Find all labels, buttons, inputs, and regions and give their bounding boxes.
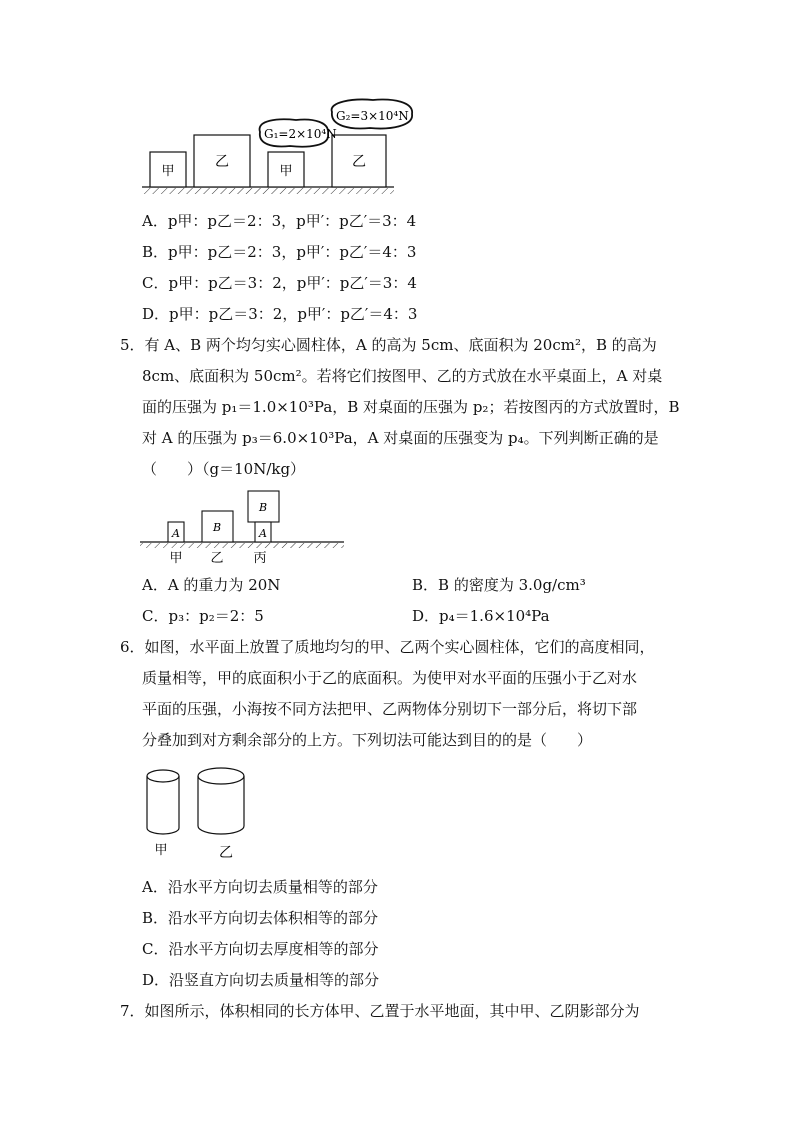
- q4-figure: [138, 98, 418, 198]
- cylinder-a-jia-label: A: [172, 527, 180, 540]
- q6-option-a: A．沿水平方向切去质量相等的部分: [142, 878, 378, 896]
- q5-line-3: 面的压强为 p₁＝1.0×10³Pa，B 对桌面的压强为 p₂；若按图丙的方式放置时，B: [142, 398, 680, 416]
- q4-option-c: C．p甲：p乙＝3：2，p甲′：p乙′＝3：4: [142, 274, 417, 292]
- q5-option-a: A．A 的重力为 20N: [142, 576, 281, 594]
- block-yi-right-label: 乙: [352, 154, 366, 170]
- q4-option-d: D．p甲：p乙＝3：2，p甲′：p乙′＝4：3: [142, 305, 418, 323]
- block-jia-left-label: 甲: [161, 164, 175, 179]
- q6-line-4: 分叠加到对方剩余部分的上方。下列切法可能达到目的的是（ ）: [142, 731, 593, 749]
- cylinder-yi-top: [198, 768, 244, 784]
- q4-diagram: [138, 98, 418, 198]
- q5-option-c: C．p₃：p₂＝2：5: [142, 607, 264, 625]
- q5-option-b: B．B 的密度为 3.0g/cm³: [412, 576, 586, 594]
- q6-diagram: [140, 762, 260, 862]
- cylinder-a-bing-label: A: [259, 527, 267, 540]
- g2-label: G₂=3×10⁴N: [336, 109, 409, 123]
- g1-label: G₁=2×10⁴N: [264, 127, 337, 141]
- q5-line-5: （ ）（g＝10N/kg）: [142, 460, 306, 478]
- cylinder-b-bing-label: B: [258, 501, 268, 514]
- q5-caption-jia: 甲: [169, 551, 183, 566]
- q4-option-b: B．p甲：p乙＝2：3，p甲′：p乙′＝4：3: [142, 243, 417, 261]
- q5-caption-yi: 乙: [210, 551, 224, 566]
- cylinder-b-yi-label: B: [212, 521, 222, 534]
- q6-option-b: B．沿水平方向切去体积相等的部分: [142, 909, 379, 927]
- cylinder-jia-body: [147, 776, 179, 834]
- q5-line-4: 对 A 的压强为 p₃＝6.0×10³Pa，A 对桌面的压强变为 p₄。下列判断正确的是: [142, 429, 659, 447]
- q4-option-a: A．p甲：p乙＝2：3，p甲′：p乙′＝3：4: [142, 212, 417, 230]
- block-yi-left-label: 乙: [215, 154, 229, 170]
- ground-hatch: [142, 188, 394, 194]
- q6-figure: [140, 762, 260, 862]
- block-jia-right-label: 甲: [279, 164, 293, 179]
- q6-line-1: 6．如图，水平面上放置了质地均匀的甲、乙两个实心圆柱体，它们的高度相同，: [120, 638, 655, 656]
- cylinder-yi-body: [198, 776, 244, 834]
- q6-line-3: 平面的压强，小海按不同方法把甲、乙两物体分别切下一部分后，将切下部: [142, 700, 638, 718]
- q5-ground-hatch: [140, 543, 344, 548]
- q6-option-c: C．沿水平方向切去厚度相等的部分: [142, 940, 379, 958]
- q5-diagram: [138, 488, 348, 568]
- cylinder-jia-top: [147, 770, 179, 782]
- q6-option-d: D．沿竖直方向切去质量相等的部分: [142, 971, 380, 989]
- q6-caption-jia: 甲: [154, 843, 168, 858]
- q7-line-1: 7．如图所示，体积相同的长方体甲、乙置于水平地面，其中甲、乙阴影部分为: [120, 1002, 640, 1020]
- q6-line-2: 质量相等，甲的底面积小于乙的底面积。为使甲对水平面的压强小于乙对水: [142, 669, 638, 687]
- q5-figure: [138, 488, 348, 568]
- q5-caption-bing: 丙: [253, 551, 267, 566]
- q6-caption-yi: 乙: [219, 845, 233, 861]
- q5-line-2: 8cm、底面积为 50cm²。若将它们按图甲、乙的方式放在水平桌面上，A 对桌: [142, 367, 663, 385]
- q5-line-1: 5．有 A、B 两个均匀实心圆柱体，A 的高为 5cm、底面积为 20cm²，B 的高为: [120, 336, 657, 354]
- q5-option-d: D．p₄＝1.6×10⁴Pa: [412, 607, 550, 625]
